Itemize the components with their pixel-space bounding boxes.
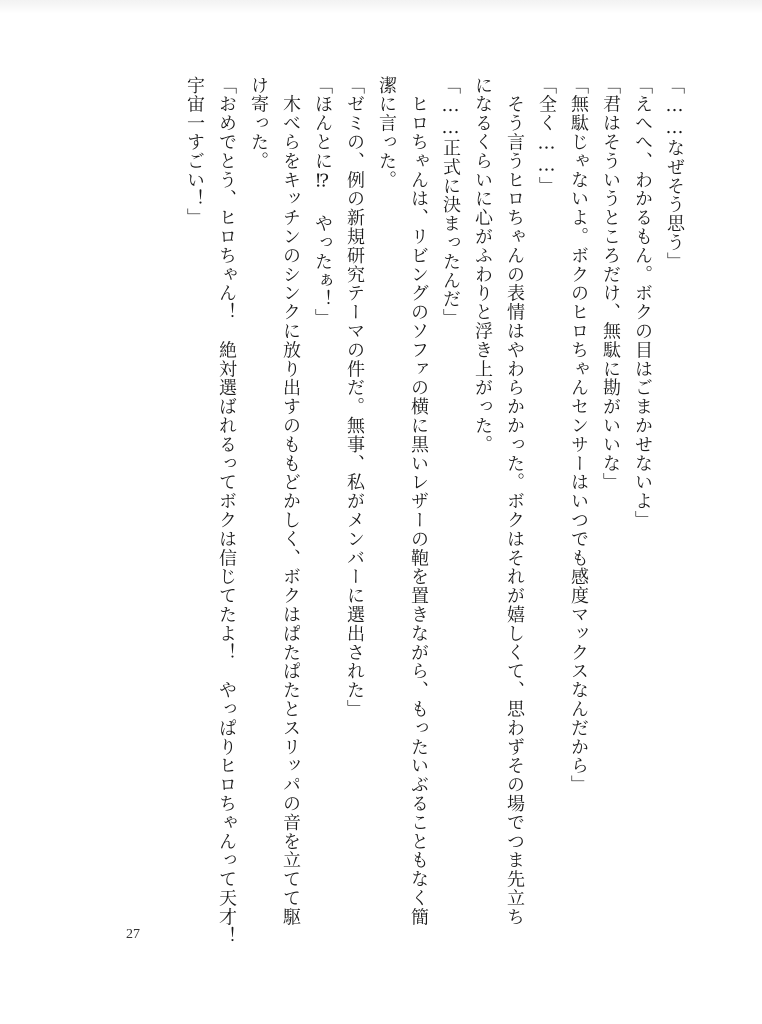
text-line: 「……なぜそう思う」 — [664, 76, 685, 271]
text-line: そう言うヒロちゃんの表情はやわらかかった。ボクはそれが嬉しくて、思わずその場でつま先立ち — [504, 76, 525, 927]
text-line: 「えへへ、わかるもん。ボクの目はごまかせないよ」 — [632, 76, 653, 530]
text-line: になるくらいに心がふわりと浮き上がった。 — [472, 76, 493, 454]
text-line: 「君はそういうところだけ、無駄に勘がいいな」 — [600, 76, 621, 492]
text-line: 宇宙一すごい！」 — [184, 76, 205, 228]
text-line: 「おめでとう、ヒロちゃん！ 絶対選ばれるってボクは信じてたよ！ やっぱりヒロちゃんって天才！ — [216, 76, 237, 946]
text-line: 「ほんとに⁉ やったぁ！」 — [312, 76, 333, 328]
text-line: ヒロちゃんは、リビングのソファの横に黒いレザーの鞄を置きながら、もったいぶることもなく簡 — [408, 76, 429, 927]
text-line: 「無駄じゃないよ。ボクのヒロちゃんセンサーはいつでも感度マックスなんだから」 — [568, 76, 589, 795]
vertical-text-body — [178, 76, 690, 946]
text-line: 「……正式に決まったんだ」 — [440, 76, 461, 328]
page-top-edge — [0, 0, 762, 14]
page-number: 27 — [126, 927, 140, 942]
text-line: 「ゼミの、例の新規研究テーマの件だ。無事、私がメンバーに選出された」 — [344, 76, 365, 719]
text-line: 「全く……」 — [536, 76, 557, 196]
text-line: け寄った。 — [248, 76, 269, 171]
text-line: 潔に言った。 — [376, 76, 397, 190]
text-line: 木べらをキッチンのシンクに放り出すのももどかしく、ボクはぱたぱたとスリッパの音を立てて駆 — [280, 76, 301, 927]
